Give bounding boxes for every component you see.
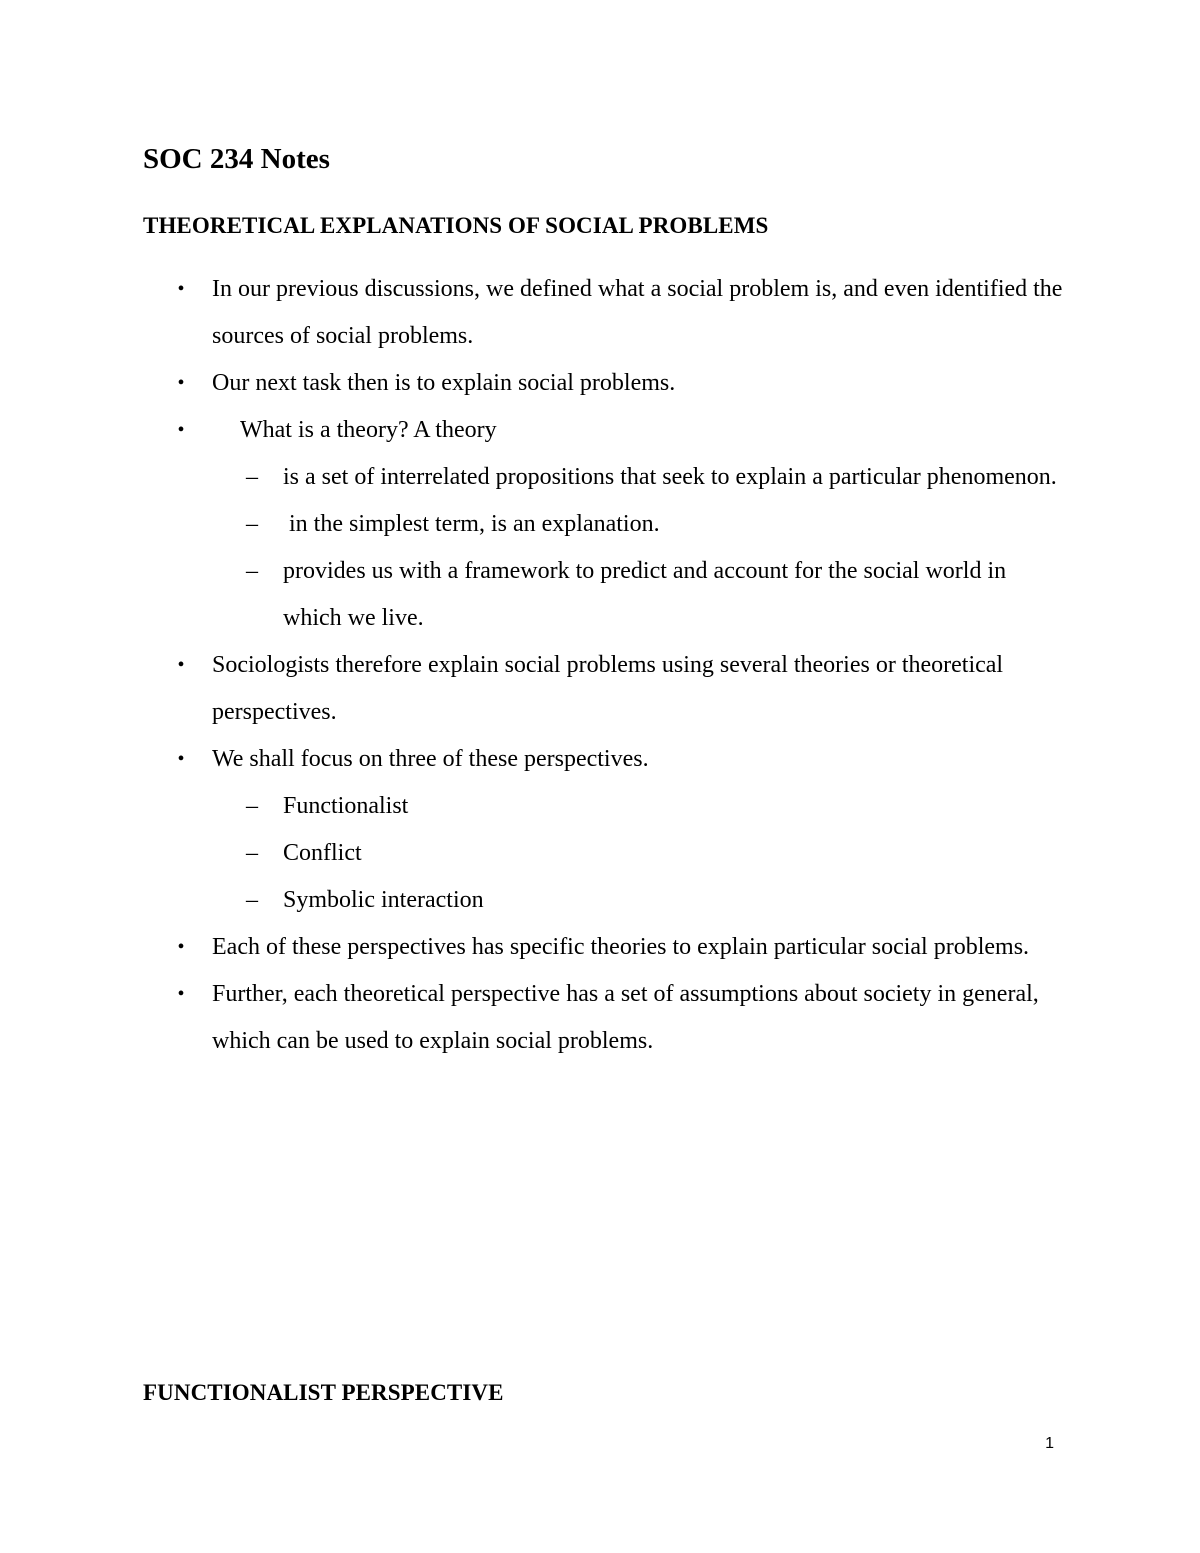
section-heading-theoretical-explanations: THEORETICAL EXPLANATIONS OF SOCIAL PROBLEMS xyxy=(143,213,769,238)
dash-icon: – xyxy=(246,887,258,913)
document-title: SOC 234 Notes xyxy=(143,143,330,175)
sub-list-item-text: Symbolic interaction xyxy=(283,887,484,913)
sub-list-item-text: provides us with a framework to predict and account for the social world in which we live. xyxy=(283,558,1007,631)
list-item-text: We shall focus on three of these perspectives. xyxy=(212,746,649,772)
bullet-icon: • xyxy=(177,983,185,1005)
list-item-text: Further, each theoretical perspective has a set of assumptions about society in general, which can be used to explain social problems. xyxy=(212,981,1039,1054)
list-item xyxy=(143,360,1063,407)
sub-list xyxy=(212,454,1063,642)
bullet-icon: • xyxy=(177,936,185,958)
sub-list-item xyxy=(212,783,1063,830)
page-number: 1 xyxy=(1045,1435,1054,1452)
list-item xyxy=(143,736,1063,924)
list-item xyxy=(143,266,1063,360)
dash-icon: – xyxy=(246,558,258,584)
bullet-icon: • xyxy=(177,654,185,676)
list-item xyxy=(143,642,1063,736)
bullet-list xyxy=(143,266,1063,1065)
sub-list-item xyxy=(212,548,1063,642)
bullet-icon: • xyxy=(177,278,185,300)
list-item xyxy=(143,924,1063,971)
bullet-icon: • xyxy=(177,419,185,441)
list-item-text: Sociologists therefore explain social problems using several theories or theoretical perspectives. xyxy=(212,652,1004,725)
sub-list-item-text: is a set of interrelated propositions that seek to explain a particular phenomenon. xyxy=(283,464,1057,490)
sub-list-item xyxy=(212,877,1063,924)
list-item-text: Each of these perspectives has specific theories to explain particular social problems. xyxy=(212,934,1030,960)
list-item-text: Our next task then is to explain social problems. xyxy=(212,370,676,396)
sub-list-item xyxy=(212,454,1063,501)
dash-icon: – xyxy=(246,840,258,866)
list-item xyxy=(143,971,1063,1065)
sub-list-item xyxy=(212,830,1063,877)
section-heading-functionalist-perspective: FUNCTIONALIST PERSPECTIVE xyxy=(143,1380,504,1405)
sub-list-item-text: in the simplest term, is an explanation. xyxy=(283,511,660,537)
dash-icon: – xyxy=(246,464,258,490)
dash-icon: – xyxy=(246,511,258,537)
list-item-text: What is a theory? A theory xyxy=(240,417,497,443)
list-item-text: In our previous discussions, we defined what a social problem is, and even identified the sources of social problems. xyxy=(212,276,1063,349)
sub-list-item-text: Functionalist xyxy=(283,793,409,819)
dash-icon: – xyxy=(246,793,258,819)
sub-list-item xyxy=(212,501,1063,548)
bullet-icon: • xyxy=(177,748,185,770)
bullet-icon: • xyxy=(177,372,185,394)
sub-list-item-text: Conflict xyxy=(283,840,362,866)
list-item xyxy=(143,407,1063,642)
sub-list xyxy=(212,783,1063,924)
